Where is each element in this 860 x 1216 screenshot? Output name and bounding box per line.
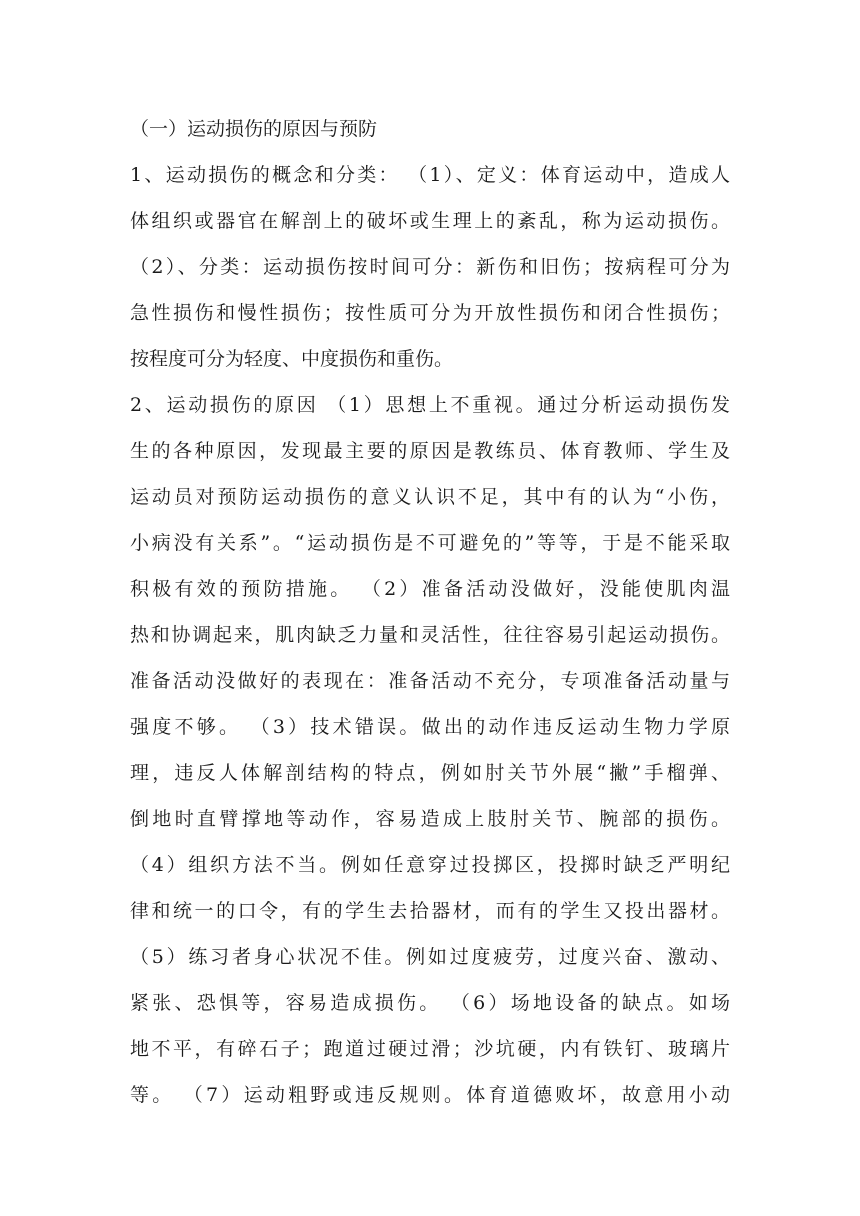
paragraph-line: （2）、分类：运动损伤按时间可分：新伤和旧伤；按病程可分为 xyxy=(130,256,730,278)
paragraph-line: 准备活动没做好的表现在：准备活动不充分，专项准备活动量与 xyxy=(130,670,730,692)
paragraph-line: 紧张、恐惧等，容易造成损伤。 （6）场地设备的缺点。如场 xyxy=(130,992,730,1014)
document-body xyxy=(130,106,730,1118)
paragraph-line: 积极有效的预防措施。 （2）准备活动没做好，没能使肌肉温 xyxy=(130,578,730,600)
paragraph-line: 地不平，有碎石子；跑道过硬过滑；沙坑硬，内有铁钉、玻璃片 xyxy=(130,1038,730,1060)
paragraph-line: 1、运动损伤的概念和分类： （1）、定义：体育运动中，造成人 xyxy=(130,164,730,186)
paragraph-line: 按程度可分为轻度、中度损伤和重伤。 xyxy=(130,348,454,370)
paragraph-line: 强度不够。 （3）技术错误。做出的动作违反运动生物力学原 xyxy=(130,716,730,738)
section-heading: （一）运动损伤的原因与预防 xyxy=(130,118,378,140)
paragraph-line: 律和统一的口令，有的学生去拾器材，而有的学生又投出器材。 xyxy=(130,900,730,922)
paragraph-line: （4）组织方法不当。例如任意穿过投掷区，投掷时缺乏严明纪 xyxy=(130,854,730,876)
paragraph-line: 小病没有关系”。“运动损伤是不可避免的”等等，于是不能采取 xyxy=(130,532,730,554)
paragraph-line: 理，违反人体解剖结构的特点，例如肘关节外展“撇”手榴弹、 xyxy=(130,762,730,784)
paragraph-line: 倒地时直臂撑地等动作，容易造成上肢肘关节、腕部的损伤。 xyxy=(130,808,730,830)
paragraph-line: 运动员对预防运动损伤的意义认识不足，其中有的认为“小伤， xyxy=(130,486,730,508)
paragraph-line: 急性损伤和慢性损伤；按性质可分为开放性损伤和闭合性损伤； xyxy=(130,302,730,324)
paragraph-line: 2、运动损伤的原因 （1）思想上不重视。通过分析运动损伤发 xyxy=(130,394,730,416)
paragraph-line: （5）练习者身心状况不佳。例如过度疲劳，过度兴奋、激动、 xyxy=(130,946,730,968)
paragraph-line: 生的各种原因，发现最主要的原因是教练员、体育教师、学生及 xyxy=(130,440,730,462)
paragraph-line: 等。 （7）运动粗野或违反规则。体育道德败坏，故意用小动 xyxy=(130,1084,730,1106)
paragraph-line: 热和协调起来，肌肉缺乏力量和灵活性，往往容易引起运动损伤。 xyxy=(130,624,730,646)
paragraph-line: 体组织或器官在解剖上的破坏或生理上的紊乱，称为运动损伤。 xyxy=(130,210,730,232)
